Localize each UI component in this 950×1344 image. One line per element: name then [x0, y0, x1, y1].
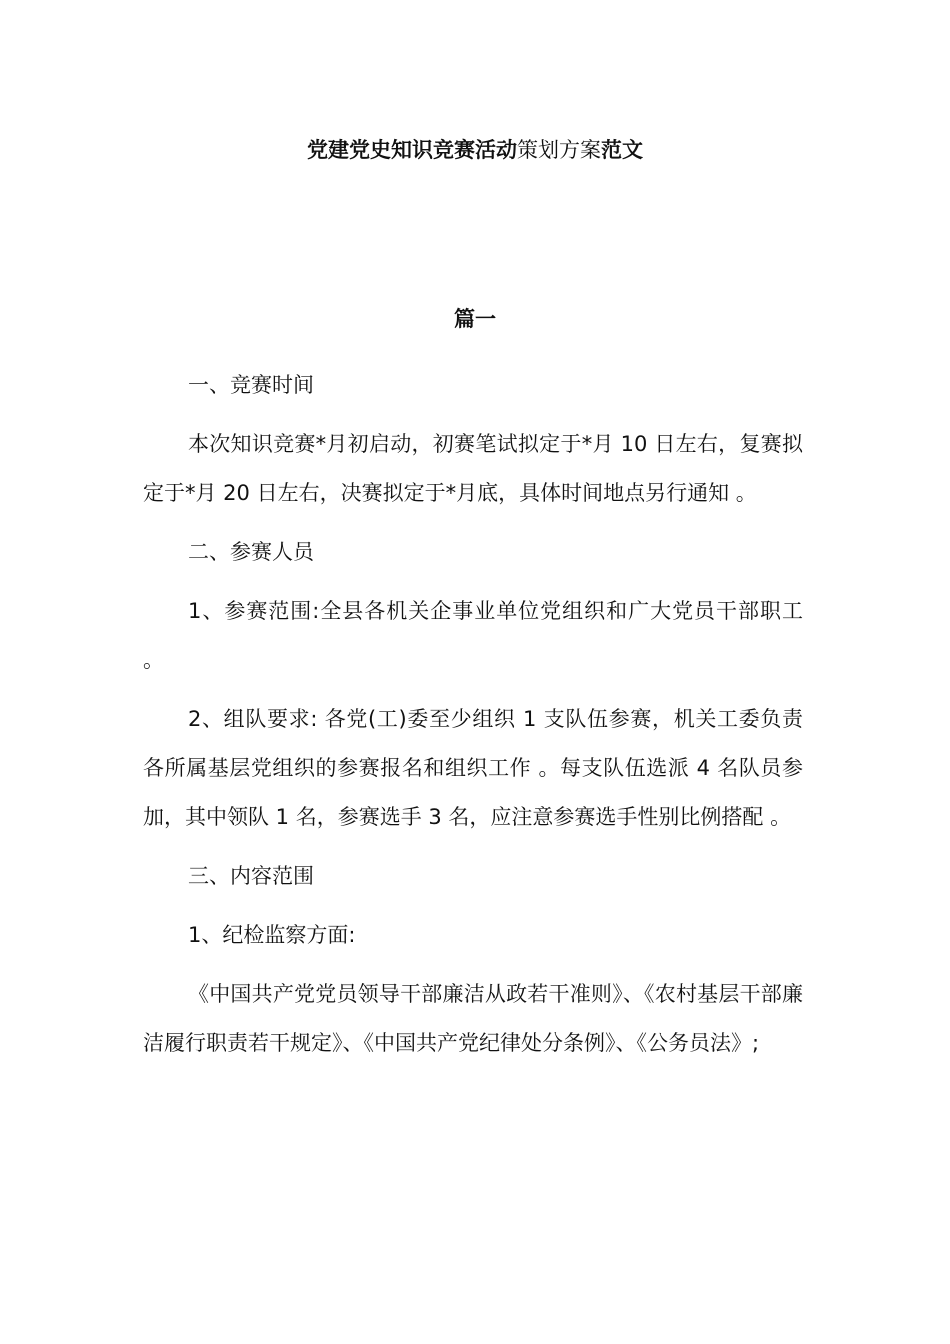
title-part-bold-1: 党建党史知识竞赛活动 [307, 138, 517, 162]
document-title [0, 134, 950, 166]
paragraph-competition-time: 本次知识竞赛*月初启动，初赛笔试拟定于*月 10 日左右，复赛拟定于*月 20 日左右，决赛拟定于*月底，具体时间地点另行通知 。 [143, 432, 803, 505]
title-part-bold-2: 范文 [601, 138, 643, 162]
section-heading: 篇一 [454, 307, 496, 331]
subheading-discipline-inspection: 1、纪检监察方面: [188, 923, 356, 947]
paragraph-regulations-list: 《中国共产党党员领导干部廉洁从政若干准则》、《农村基层干部廉洁履行职责若干规定》、《中国共产党纪律处分条例》、《公务员法》; [143, 982, 803, 1055]
heading-participants: 二、参赛人员 [188, 540, 314, 564]
heading-competition-time: 一、竞赛时间 [188, 373, 314, 397]
paragraph-team-requirements: 2、组队要求: 各党(工)委至少组织 1 支队伍参赛，机关工委负责各所属基层党组织的参赛报名和组织工作 。每支队伍选派 4 名队员参加，其中领队 1 名，参赛选手 3 名，应注意参赛选手性别比例搭配 。 [143, 707, 803, 829]
paragraph-participant-scope: 1、参赛范围:全县各机关企事业单位党组织和广大党员干部职工 。 [143, 599, 803, 672]
heading-content-scope: 三、内容范围 [188, 864, 314, 888]
document-body [143, 361, 803, 1078]
title-part-normal: 策划方案 [517, 138, 601, 162]
